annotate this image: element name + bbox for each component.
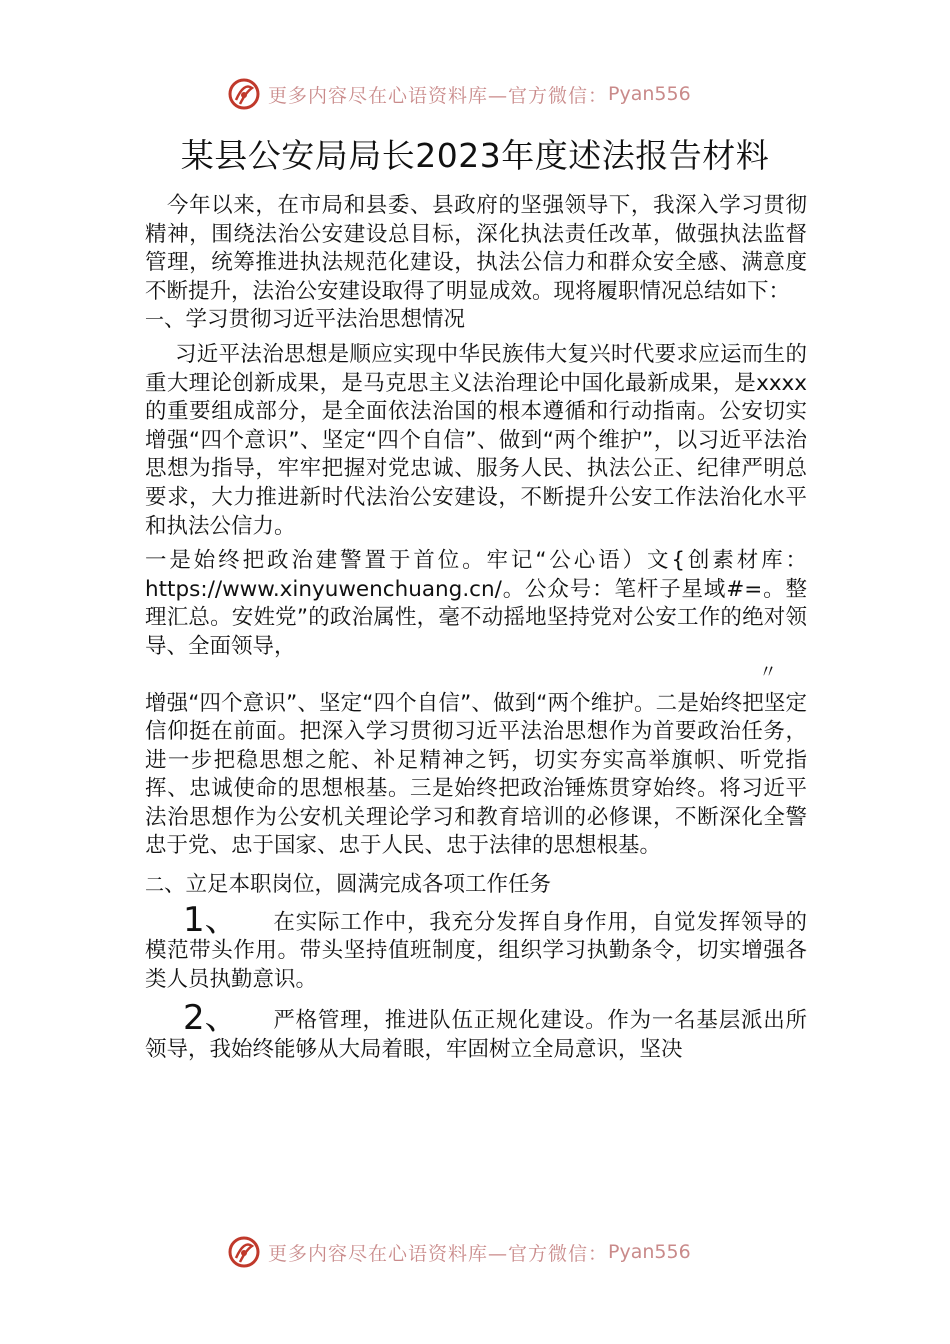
body-paragraph: 习近平法治思想是顺应实现中华民族伟大复兴时代要求应运而生的重大理论创新成果，是马克思主义法治理论中国化最新成果，是xxxx的重要组成部分，是全面依法治国的根本遵循和行动指南。公安切实增强“四个意识”、坚定“四个自信”、做到“两个维护”，以习近平法治思想为指导，牢牢把握对党忠诚、服务人民、执法公正、纪律严明总要求，大力推进新时代法治公安建设，不断提升公安工作法治化水平和执法公信力。	[145, 341, 807, 539]
intro-paragraph: 今年以来，在市局和县委、县政府的坚强领导下，我深入学习贯彻精神，围绕法治公安建设总目标，深化执法责任改革，做强执法监督管理，统筹推进执法规范化建设，执法公信力和群众安全感、满意度不断提升，法治公安建设取得了明显成效。现将履职情况总结如下：	[145, 193, 807, 304]
watermark-text: 更多内容尽在心语资料库—官方微信：	[268, 84, 609, 107]
section-number: 二	[145, 874, 165, 897]
watermark-wechat-id: Pyan556	[608, 1241, 691, 1263]
item-text: 严格管理，推进队伍正规化建设。作为一名基层派出所领导，我始终能够从大局着眼，牢固树立全局意识，坚决	[145, 1008, 807, 1063]
source-url: https://www.xinyuwenchuang.cn/	[145, 576, 502, 602]
stray-mark: 〃	[759, 661, 777, 683]
text-span: 一是始终把政治建警置于首位。牢记“公心语）文{创素材库：	[145, 548, 807, 574]
body-paragraph-with-link	[145, 547, 807, 661]
item-number: 1、	[183, 899, 239, 940]
section-title: 、立足本职岗位，圆满完成各项工作任务	[164, 872, 552, 898]
body-paragraph: 增强“四个意识”、坚定“四个自信”、做到“两个维护。二是始终把坚定信仰挺在前面。把深入学习贯彻习近平法治思想作为首要政治任务，进一步把稳思想之舵、补足精神之钙，切实夯实高举旗帜、听党指挥、忠诚使命的思想根基。三是始终把政治锤炼贯穿始终。将习近平法治思想作为公安机关理论学习和教育培训的必修课，不断深化全警忠于党、忠于国家、忠于人民、忠于法律的思想根基。	[145, 690, 807, 859]
section-heading-2	[145, 871, 807, 900]
text-span: 。公众号：笔杆子星域#=。整理汇总。安姓党”的政治属性，毫不动摇地坚持党对公安工作的绝对领导、全面领导，	[145, 576, 807, 659]
section-number: 一	[145, 309, 165, 332]
document-body	[145, 192, 807, 1065]
brand-logo-icon	[226, 76, 262, 112]
document-title: 某县公安局局长2023年度述法报告材料	[180, 136, 770, 175]
item-number: 2、	[183, 998, 239, 1039]
footer-watermark	[226, 1232, 691, 1272]
brand-logo-icon	[226, 1234, 262, 1270]
item-text: 在实际工作中，我充分发挥自身作用，自觉发挥领导的模范带头作用。带头坚持值班制度，组织学习执勤条令，切实增强各类人员执勤意识。	[145, 909, 807, 992]
section-title: 、学习贯彻习近平法治思想情况	[164, 307, 466, 333]
header-watermark	[226, 74, 691, 114]
numbered-item-1	[145, 899, 807, 995]
numbered-item-2	[145, 998, 807, 1064]
section-heading-1	[145, 306, 807, 335]
watermark-wechat-id: Pyan556	[608, 83, 691, 105]
watermark-text: 更多内容尽在心语资料库—官方微信：	[268, 1242, 609, 1265]
